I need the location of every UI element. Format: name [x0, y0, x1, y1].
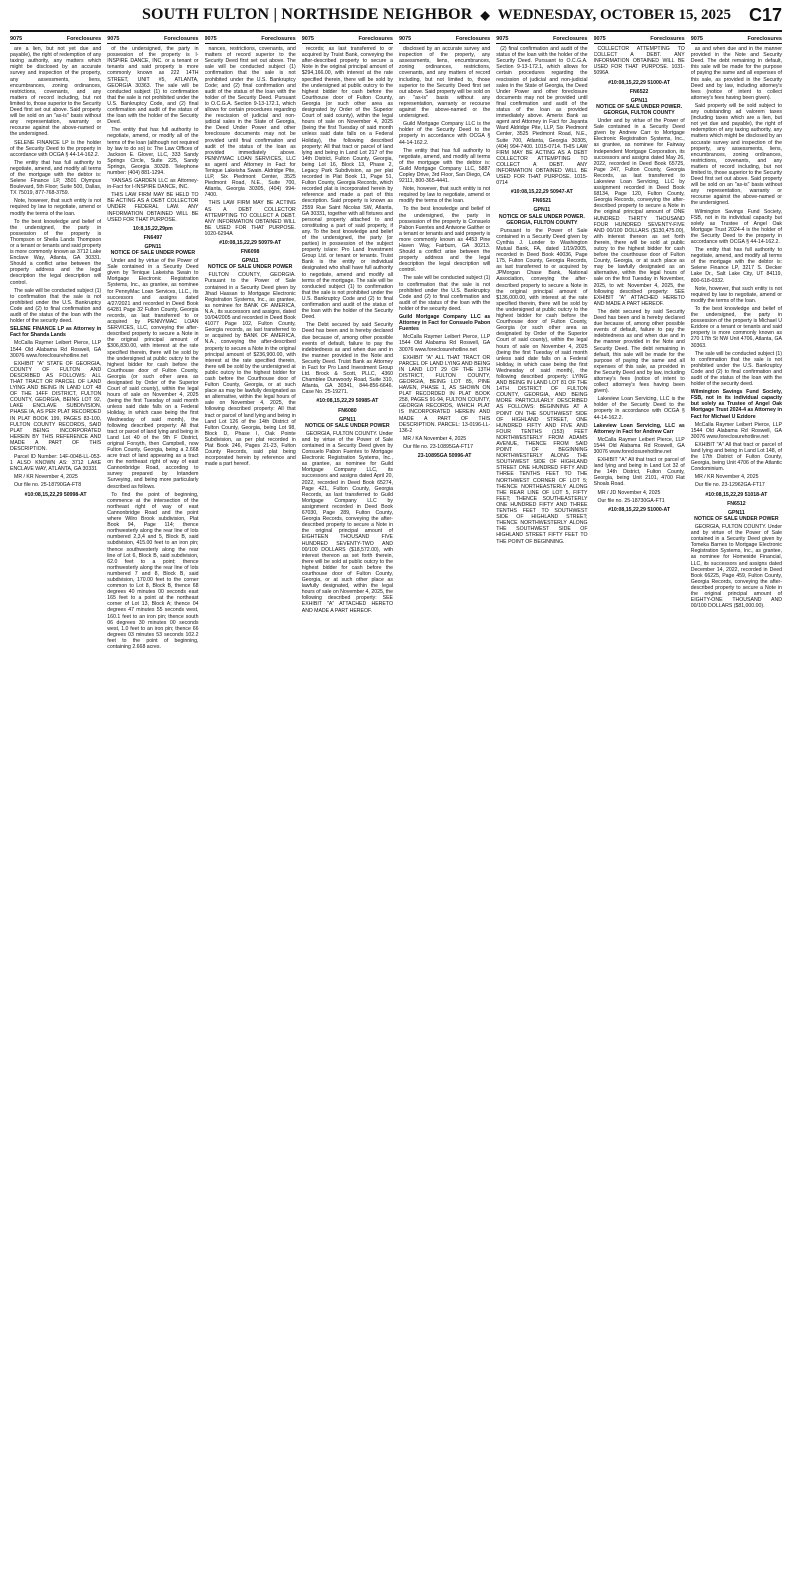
- column: [399, 36, 490, 1576]
- notice-detail: MR / KA November 4, 2025: [403, 435, 467, 442]
- notice-detail: McCalla Raymer Leibert Pierce, LLP 1544 Old Alabama Rd Roswell, GA 30076 www.foreclosurehotline.net: [399, 334, 491, 353]
- notice-fn: FN6098: [240, 249, 260, 256]
- notice-file-number: 23-10895GA 50996-AT: [417, 453, 472, 459]
- category-code: 9075: [107, 36, 120, 42]
- category-label: Foreclosures: [66, 36, 102, 42]
- notice-paragraph: GEORGIA, FULTON COUNTY. Under and by virtue of the Power of Sale contained in a Security Deed given by Tomeka Barnes to Mortgage Electronic Registration Systems, Inc., as grantee, as nominee for Homeside Financial, LLC, its successors and assigns dated December 14, 2022, recorded in Deed Book 66225, Page 459, Fulton County, Georgia Records, conveying the after-described property to secure a Note in the original principal amount of EIGHTY-ONE THOUSAND AND 00/100 DOLLARS ($81,000.00).: [690, 523, 782, 610]
- notice-paragraph: are a lien, but not yet due and payable), the right of redemption of any taxing authority, any matters which might be disclosed by an accurate survey and inspection of the property, any assessments, liens, encumbrances, zoning ordinances, restrictions, covenants, and any matters of record including, but not limited to, those superior to the Security Deed first set out above. Said property will be sold on an "as-is" basis without any representation, warranty or recourse against the above-named or the undersigned.: [10, 46, 102, 138]
- notice-paragraph: Note, however, that such entity is not required by law to negotiate, amend or modify the terms of the loan.: [399, 186, 491, 205]
- notice-paragraph: THIS LAW FIRM MAY BE ACTING AS A DEBT COLLECTOR ATTEMPTING TO COLLECT A DEBT. ANY INFORMATION OBTAINED WILL BE USED FOR THAT PURPOSE. 1020-6294A: [204, 200, 296, 237]
- notice-detail: MR / KR November 4, 2025: [694, 474, 759, 481]
- legal-notice: [691, 46, 782, 498]
- legal-notice: [496, 198, 587, 544]
- notice-paragraph: as and when due and in the manner provided in the Note and Security Deed. The debt remaining in default, this sale will be made for the purpose of paying the same and all expenses of this sale, as provided in the Security Deed and by law, including attorney's fees (notice of intent to collect attorney's fees having been given).: [690, 46, 782, 101]
- notice-file-number: #10:08,15,22,29 51000-AT: [608, 506, 671, 513]
- notice-file-number: #10:08,15,22,29 51018-AT: [705, 491, 768, 498]
- category-label: Foreclosures: [747, 36, 782, 42]
- notice-signature: Lakeview Loan Servicing, LLC as Attorney in Fact for Andrew Carr: [593, 422, 685, 435]
- notice-paragraph: Guild Mortgage Company LLC is the holder of the Security Deed to the property in accordance with OCGA § 44-14-162.2.: [399, 121, 491, 146]
- newspaper-name: SOUTH FULTON | NORTHSIDE NEIGHBOR: [141, 6, 473, 23]
- notice-paragraph: To the best knowledge and belief of the undersigned, the party in possession of the property is Michael U Ezidore or a tenant or tenants and said property is more commonly known as 270 17th St NW Unit 4706, Atlanta, GA 30363.: [690, 305, 782, 349]
- notice-paragraph: The entity that has full authority to negotiate, amend, and modify all terms of the mortgage with the debtor is: Selene Finance LP, 3501 Olympus Boulevard, 5th Floor; Suite 500, Dallas, TX 75019, 877-768-3759.: [10, 159, 102, 197]
- notice-gpn: GPN11: [241, 258, 259, 265]
- notice-paragraph: nances, restrictions, covenants, and matters of record superior to the Security Deed first set out above. The sale will be conducted subject (1) confirmation that the sale is not prohibited under the U.S. Bankruptcy Code; and (2) final confirmation and audit of the status of the loan with the holder of the Security Deed. Pursuant to O.C.G.A. Section 9-13-172.1, which allows for certain procedures regarding the rescission of judicial and non-judicial sales in the State of Georgia, the Deed Under Power and other foreclosure documents may not be provided until final confirmation and audit of the status of the loan as provided immediately above. PENNYMAC LOAN SERVICES, LLC as agent and Attorney in Fact for Tenique Lakeisha Swain. Aldridge Pite, LLP, Six Piedmont Center, 3525 Piedmont Road, N.E., Suite 700, Atlanta, Georgia 30305, (404) 994-7400.: [204, 46, 296, 199]
- notice-paragraph: COLLECTOR ATTEMPTING TO COLLECT A DEBT. ANY INFORMATION OBTAINED WILL BE USED FOR THAT PURPOSE. 1031-5096A: [593, 46, 685, 77]
- category-code: 9075: [301, 36, 314, 42]
- legal-notice: [205, 249, 296, 467]
- notice-fn: FN6522: [629, 88, 649, 95]
- legal-notice: [691, 501, 782, 610]
- column-header: [399, 36, 490, 44]
- issue-date: WEDNESDAY, OCTOBER 15, 2025: [497, 6, 731, 23]
- notice-paragraph: To the best knowledge and belief of the undersigned, the party in possession of the property is Thompson or Sheila Lands Thompson or a tenant or tenants and said property is more commonly known as 3712 Lake Enclave Way, Atlanta, GA 30331. Should a conflict arise between the property address and the legal description the legal description will control.: [10, 218, 102, 286]
- notice-title: NOTICE OF SALE UNDER POWER: [694, 515, 779, 522]
- notice-paragraph: SELENE FINANCE LP is the holder of the Security Deed to the property in accordance with OCGA § 44-14-162.2.: [10, 139, 102, 158]
- notice-paragraph: Lakeview Loan Servicing, LLC is the holder of the Security Deed to the property in accordance with OCGA § 44-14-162.2.: [593, 396, 685, 421]
- notice-fn: FN6512: [727, 500, 746, 507]
- legal-notice: [302, 46, 393, 404]
- category-code: 9075: [204, 36, 217, 42]
- notice-detail: Our file no. 23-12962GA-FT17: [694, 482, 765, 489]
- notice-detail: McCalla Raymer Leibert Pierce, LLP 1544 Old Alabama Rd Roswell, GA 30076 www.foreclosurehotline.net: [10, 340, 102, 359]
- legal-notice: [107, 235, 198, 650]
- column: [496, 36, 587, 1576]
- notice-detail: EXHIBIT "A" All that tract or parcel of land lying and being in Land Lot 148, of the 17th District of Fulton County, Georgia, being Unit 4706 of the Atlantic Condominium.: [690, 441, 782, 473]
- notice-gpn: GPN11: [630, 97, 648, 104]
- notice-paragraph: The entity that has full authority to negotiate, amend, or modify all of the terms of the loan (although not required by law to do so) is: The Law Offices of Jackson E. Glover, LLC, 333 Sandy Springs Circle, Suite 225, Sandy Springs, Georgia 30328. Telephone number: (404) 881-1294.: [107, 127, 199, 176]
- notice-detail: EXHIBIT "A" STATE OF GEORGIA, COUNTY OF FULTON AND DESCRIBED AS FOLLOWS: ALL THAT TRACT OR PARCEL OF LAND LYING AND BEING IN LAND LOT 48 OF THE 14FF DISTRICT, FULTON COUNTY, GEORGIA, BEING LOT 92, LAKE ENCLAVE SUBDIVISION, PHASE IA, AS PER PLAT RECORDED IN PLAT BOOK 199, PAGES 83-100, FULTON COUNTY RECORDS, SAID PLAT BEING INCORPORATED HEREIN BY THIS REFERENCE AND MADE A PART OF THIS DESCRIPTION.: [10, 360, 102, 452]
- notice-paragraph: The entity that has full authority to negotiate, amend, and modify all terms of the mortgage with the debtor is: Selene Finance LP, 3217 S. Decker Lake Dr., Salt Lake City, UT 84119, 800-618-0332.: [690, 247, 782, 284]
- category-code: 9075: [593, 36, 606, 42]
- column: [691, 36, 782, 1576]
- notice-gpn: GPN11: [144, 243, 162, 250]
- notice-title: NOTICE OF SALE UNDER POWER. GEORGIA, FULTON COUNTY: [498, 213, 585, 226]
- notice-paragraph: Under and by virtue of the Power of Sale contained in a Security Deed given by Andrew Carr to Mortgage Electronic Registration Systems, Inc., as grantee, as nominee for Fairway Independent Mortgage Corporation, its successors and assigns dated May 26, 2022, recorded in Deed Book 65725, Page 247, Fulton County, Georgia Records, as last transferred to Lakeview Loan Servicing, LLC by assignment recorded in Deed Book 68134, Page 120, Fulton County, Georgia Records, conveying the after-described property to secure a Note in the original principal amount of ONE HUNDRED THIRTY THOUSAND FOUR HUNDRED SEVENTY-FIVE AND 00/100 DOLLARS ($130,475.00), with interest thereon as set forth therein, there will be sold at public outcry to the highest bidder for cash before the courthouse door of Fulton County, Georgia, or at such place as may be lawfully designated as an alternative, within the legal hours of sale on the first Tuesday in November, 2025, to wit: November 4, 2025, the following described property: SEE EXHIBIT "A" ATTACHED HERETO AND MADE A PART HEREOF.: [593, 118, 685, 307]
- column: [302, 36, 393, 1576]
- notice-detail: McCalla Raymer Leibert Pierce, LLP 1544 Old Alabama Rd Roswell, GA 30076 www.foreclosurehotline.net: [593, 436, 685, 455]
- notice-file-number: #10:08,15,22,29 50998-AT: [24, 491, 87, 498]
- notice-paragraph: To the best knowledge and belief of the undersigned, the party in possession of the property is Consuelo Pabon Fuentes and Antwone Gaither or a tenant or tenants and said property is more commonly known as 4453 Pine Haven Way, Fairburn, GA 30213. Should a conflict arise between the property address and the legal description the legal description will control.: [399, 206, 491, 274]
- notice-signature: Wilmington Savings Fund Society, FSB, not in its individual capacity but solely as Trustee of Angel Oak Mortgage Trust 2024-4 as Attorney in Fact for Michael U Ezidore: [690, 389, 782, 420]
- notice-paragraph: FULTON COUNTY, GEORGIA. Pursuant to the Power of Sale contained in a Security Deed given by Jihad Hassan to Mortgage Electronic Registration Systems, Inc., as grantee, as nominee for BANK OF AMERICA, N.A., its successors and assigns, dated 10/04/2005 and recorded in Deed Book 41077 Page 102, Fulton County, Georgia records, as last transferred to or acquired by BANK OF AMERICA, N.A., conveying the after-described property to secure a Note in the original principal amount of $236,900.00, with interest at the rate specified therein, there will be sold by the undersigned at public outcry to the highest bidder for cash before the Courthouse door of Fulton County, Georgia, or at such place as may be lawfully designated as an alternative, within the legal hours of sale on November 4, 2025, the following described property: All that tract or parcel of land lying and being in Land Lot 126 of the 14th District of Fulton County, Georgia, being Lot 98, Block D, Phase I, Oak Pointe Subdivision, as per plat recorded in Plat Book 246, Pages 21-23, Fulton County Records, said plat being incorporated herein by reference and made a part hereof.: [204, 272, 296, 468]
- category-code: 9075: [399, 36, 412, 42]
- notice-gpn: GPN11: [339, 416, 356, 423]
- notice-file-number: #10:08,15,22,29 50985-AT: [316, 398, 379, 405]
- separator-bullet: ◆: [480, 8, 490, 22]
- category-label: Foreclosures: [455, 36, 491, 42]
- legal-notice: [594, 89, 685, 513]
- notice-fn: FN6497: [143, 234, 163, 241]
- category-label: Foreclosures: [261, 36, 296, 42]
- notice-file-number: #10:08,15,22,29 50979-AT: [219, 240, 282, 246]
- notice-paragraph: records; as last transferred to or acquired by Truist Bank, conveying the after-described property to secure a Note in the original principal amount of $294,166.00, with interest at the rate specified therein, there will be sold by the undersigned at public outcry to the highest bidder for cash before the Courthouse door of Fulton County, Georgia (or such other area as designated by Order of the Superior Court of said county), within the legal hours of sale on November 4, 2025 (being the first Tuesday of said month unless said date falls on a Federal Holiday), the following described property: All that tract or parcel of land lying and being in Land Lot 217 of the 14th District, Fulton County, Georgia, being Lot 16, Block 13, Phase 2, Legacy Park Subdivision, as per plat recorded in Plat Book 11, Page 51, Fulton County, Georgia Records, which recorded plat is incorporated herein by reference and made a part of this description. Said property is known as 2559 Rue Saint Nicolas SW, Atlanta, GA 30331, together with all fixtures and personal property attached to and constituting a part of said property, if any. To the best knowledge and belief of the undersigned, the party (or parties) in possession of the subject property is/are: Pro Land Investment Group Ltd. or tenant or tenants. Truist Bank is the entity or individual designated who shall have full authority to negotiate, amend and modify all terms of the mortgage. The sale will be conducted subject (1) to confirmation that the sale is not prohibited under the U.S. Bankruptcy Code and (2) to final confirmation and audit of the status of the loan with the holder of the Security Deed.: [301, 46, 393, 321]
- notice-paragraph: The sale will be conducted subject (1) to confirmation that the sale is not prohibited under the U.S. Bankruptcy Code and (2) to final confirmation and audit of the status of the loan with the holder of the security deed.: [690, 350, 782, 388]
- notice-paragraph: The sale will be conducted subject (1) to confirmation that the sale is not prohibited under the U.S. Bankruptcy Code and (2) to final confirmation and audit of the status of the loan with the holder of the security deed.: [399, 275, 491, 312]
- notice-file-number: #10:08,15,22,29 51000-AT: [608, 79, 671, 86]
- notice-detail: Our file no. 23-10895GA-FT17: [403, 443, 474, 450]
- notice-fn: FN6521: [532, 198, 552, 205]
- notice-detail: EXHIBIT "A" ALL THAT TRACT OR PARCEL OF LAND LYING AND BEING IN LAND LOT 29 OF THE 13TH DISTRICT, FULTON COUNTY, GEORGIA, BEING LOT 85, PINE HAVEN, PHASE 1, AS SHOWN ON PLAT RECORDED IN PLAT BOOK 258, PAGES 91-94, FULTON COUNTY, GEORGIA RECORDS, WHICH PLAT IS INCORPORATED HEREIN AND MADE A PART OF THIS DESCRIPTION. PARCEL: 13-0196-LL-136-2: [399, 354, 491, 434]
- notice-gpn: GPN11: [728, 509, 745, 516]
- notice-gpn: GPN11: [533, 207, 551, 214]
- notice-paragraph: Note, however, that such entity is not required by law to negotiate, amend or modify the terms of the loan.: [10, 198, 102, 217]
- category-code: 9075: [690, 36, 703, 42]
- notice-detail: McCalla Raymer Leibert Pierce, LLP 1544 Old Alabama Rd Roswell, GA 30076 www.foreclosurehotline.net: [690, 421, 782, 440]
- category-code: 9075: [10, 36, 23, 42]
- column-header: [10, 36, 101, 44]
- legal-notice: [10, 46, 101, 498]
- column-header: [594, 36, 685, 44]
- column: [107, 36, 198, 1576]
- category-label: Foreclosures: [163, 36, 199, 42]
- notice-paragraph: of the undersigned, the party in possession of the property is I-INSPIRE DANCE, INC. or a tenant or tenants and said property is more commonly known as 222 14TH STREET, UNIT #5, ATLANTA, GEORGIA 30363. The sale will be conducted subject (1) to confirmation that the sale is not prohibited under the U.S. Bankruptcy Code, and (2) final confirmation and audit of the status of the loan with the holder of the Security Deed.: [107, 46, 199, 126]
- column-header: [107, 36, 198, 44]
- notice-detail: Our file no. 25-18790GA-FT8: [14, 482, 82, 489]
- notice-paragraph: Under and by virtue of the Power of Sale contained in a Security Deed given by Tenique Lakeisha Swain to Mortgage Electronic Registration Systems, Inc., as grantee, as nominee for PennyMac Loan Services, LLC., its successors and assigns dated 4/27/2021 and recorded in Deed Book 64281 Page 32 Fulton County, Georgia records, as last transferred to or acquired by PENNYMAC LOAN SERVICES, LLC, conveying the after-described property to secure a Note in the original principal amount of $306,830.00, with interest at the rate specified therein, there will be sold by the undersigned at public outcry to the highest bidder for cash before the Courthouse door of Fulton County, Georgia (or such other area as designated by Order of the Superior Court of said county), within the legal hours of sale on November 4, 2025 (being the first Tuesday of said month unless said date falls on a Federal Holiday, in which case being the first Wednesday of said month), the following described property: All that tract or parcel of land lying and being in Land Lot 40 of the 9th F District, original Forsyth, then Campbell, now Fulton County, Georgia, being a 2.668 acre tract of land appearing as a tract on the northeast right of way of east Cannonbridge Road, according to survey prepared by Intandem Surveying, and being more particularly described as follows.: [107, 258, 199, 490]
- notice-paragraph: Note, however, that such entity is not required by law to negotiate, amend or modify the terms of the loan.: [690, 285, 782, 304]
- notice-paragraph: THIS LAW FIRM MAY BE HELD TO BE ACTING AS A DEBT COLLECTOR UNDER FEDERAL LAW. ANY INFORMATION OBTAINED WILL BE USED FOR THAT PURPOSE.: [107, 192, 199, 223]
- notice-title: NOTICE OF SALE UNDER POWER: [110, 250, 196, 256]
- column-header: [496, 36, 587, 44]
- notice-paragraph: The entity that has full authority to negotiate, amend, and modify all terms of the mortgage with the debtor is: Guild Mortgage Company LLC, 5887 Copley Drive, 3rd Floor, San Diego, CA 92111, 800-365-4441.: [399, 147, 491, 185]
- notice-paragraph: To find the point of beginning, commence at the intersection of the northeast right of way of east Cannonbridge Road and the point where Wilro Brook subdivision, Plat Book 94, Page 114; thence northwesterly along the rear line of lots numbered 2,3,4 and 5, Block B, said subdivision, 415.00 feet to an iron pin; thence southwesterly along the rear line of Lot 6, Block B, said subdivision, 62.0 feet to a point; thence northwesterly along the rear line of lots numbered 7 and 8, Block B, said subdivision, 170.00 feet to the corner common to Lot 8, Block B, thence 68 degrees 40 minutes 00 seconds east 165 feet to a point at the northeast corner of Lot 13, Block A; thence 04 degrees 47 minutes 55 seconds west, 160.1 feet to an iron pin; thence south 06 degrees 30 minutes 00 seconds west, 1.0 feet to an iron pin; thence 66 degrees 03 minutes 53 seconds 102.2 feet to the point of beginning, containing 2.668 acres.: [107, 491, 199, 650]
- column: [10, 36, 101, 1576]
- notice-paragraph: GEORGIA, FULTON COUNTY. Under and by virtue of the Power of Sale contained in a Security Deed given by Consuelo Pabon Fuentes to Mortgage Electronic Registration Systems, Inc., as grantee, as nominee for Guild Mortgage Company LLC, its successors and assigns dated April 20, 2022, recorded in Deed Book 65274, Page 421, Fulton County, Georgia Records, as last transferred to Guild Mortgage Company LLC by assignment recorded in Deed Book 67030, Page 289, Fulton County, Georgia Records, conveying the after-described property to secure a Note in the original principal amount of EIGHTEEN THOUSAND FIVE HUNDRED SEVENTY-TWO AND 00/100 DOLLARS ($18,572.00), with interest thereon as set forth therein, there will be sold at public outcry to the highest bidder for cash before the courthouse door of Fulton County, Georgia, or at such other place as lawfully designated, within the legal hours of sale on November 4, 2025, the following described property: SEE EXHIBIT "A" ATTACHED HERETO AND MADE A PART HEREOF.: [301, 430, 393, 614]
- column-header: [205, 36, 296, 44]
- notice-title: NOTICE OF SALE UNDER POWER. GEORGIA, FULTON COUNTY: [596, 103, 683, 116]
- notice-paragraph: YANSAS GARDEN LLC as Attorney-in-Fact for I-INSPIRE DANCE, INC.: [107, 178, 199, 191]
- notice-file-number: 10:8,15,22,29pm: [132, 225, 173, 232]
- category-label: Foreclosures: [650, 36, 685, 42]
- notice-file-number: #10:08,15,22,29 50947-AT: [510, 189, 573, 196]
- masthead: [10, 0, 782, 32]
- legal-notice: [496, 46, 587, 195]
- category-label: Foreclosures: [358, 36, 393, 42]
- column-header: [302, 36, 393, 44]
- category-code: 9075: [496, 36, 509, 42]
- notice-paragraph: Said property will be sold subject to any outstanding ad valorem taxes (including taxes which are a lien, but not yet due and payable), the right of redemption of any taxing authority, any matters which might be disclosed by an accurate survey and inspection of the property, any assessments, liens, encumbrances, zoning ordinances, restrictions, covenants, and any matters of record including, but not limited to, those superior to the Security Deed first set out above. Said property will be sold on an "as-is" basis without any representation, warranty or recourse against the above-named or the undersigned.: [690, 102, 782, 207]
- legal-notices-columns: [10, 36, 782, 1576]
- legal-notice: [594, 46, 685, 86]
- category-label: Foreclosures: [552, 36, 588, 42]
- notice-paragraph: The sale will be conducted subject (1) to confirmation that the sale is not prohibited under the U.S. Bankruptcy Code and (2) to final confirmation and audit of the status of the loan with the holder of the security deed.: [10, 287, 102, 325]
- notice-signature: SELENE FINANCE LP as Attorney in Fact for Shanda Lands: [10, 326, 102, 339]
- notice-detail: MR / JD November 4, 2025: [597, 489, 661, 496]
- notice-paragraph: The debt secured by said Security Deed has been and is hereby declared due because of, among other possible events of default, failure to pay the indebtedness as and when due and in the manner provided in the Note and Security Deed. The debt remaining in default, this sale will be made for the purpose of paying the same and all expenses of this sale, as provided in the Security Deed and by law, including attorney's fees (notice of intent to collect attorney's fees having been given).: [593, 308, 685, 395]
- notice-detail: Parcel ID Number: 14F-0048-LL-053-1 ALSO KNOWN AS: 3712 LAKE ENCLAVE WAY, ATLANTA, GA 30331: [10, 454, 102, 473]
- page-number: C17: [748, 4, 782, 25]
- legal-notice: [399, 46, 490, 459]
- column: [205, 36, 296, 1576]
- notice-paragraph: The Debt secured by said Security Deed has been and is hereby declared due because of, among other possible events of default, failure to pay the indebtedness as and when due and in the manner provided in the Note and Security Deed. Truist Bank as Attorney in Fact for Pro Land Investment Group Ltd. Brock & Scott, PLLC, 4360 Chamblee Dunwoody Road, Suite 310, Atlanta, GA 30341, 844-856-6646. Case No. 25-19271.: [301, 322, 393, 396]
- notice-detail: EXHIBIT "A" All that tract or parcel of land lying and being in Land Lot 32 of the 14th District, Fulton County, Georgia, being Unit 2101, 4700 Flat Shoals Road.: [593, 457, 685, 488]
- notice-paragraph: disclosed by an accurate survey and inspection of the property, any assessments, liens, encumbrances, zoning ordinances, restrictions, covenants, and any matters of record including, but not limited to, those superior to the Security Deed first set out above. Said property will be sold on an "as-is" basis without any representation, warranty or recourse against the above-named or the undersigned.: [399, 46, 491, 120]
- notice-detail: MR / KR November 4, 2025: [14, 474, 78, 481]
- column-header: [691, 36, 782, 44]
- notice-signature: Guild Mortgage Company LLC as Attorney in Fact for Consuelo Pabon Fuentes: [399, 314, 491, 333]
- notice-paragraph: Wilmington Savings Fund Society, FSB, not in its individual capacity but solely as Trustee of Angel Oak Mortgage Trust 2024-4 is the holder of the Security Deed to the property in accordance with OCGA § 44-14-162.2.: [690, 208, 782, 245]
- notice-title: NOTICE OF SALE UNDER POWER: [207, 264, 293, 271]
- legal-notice: [302, 408, 393, 614]
- legal-notice: [107, 46, 198, 232]
- legal-notice: [205, 46, 296, 246]
- notice-paragraph: Pursuant to the Power of Sale contained in a Security Deed given by Cynthia J. Lunder to Washington Mutual Bank, FA, dated 1/19/2005, recorded in Deed Book 40036, Page 175, Fulton County, Georgia Records, as last transferred to or acquired by JPMorgan Chase Bank, National Association, conveying the after-described property to secure a Note in the original principal amount of $136,000.00, with interest at the rate specified therein, there will be sold by the undersigned at public outcry to the highest bidder for cash before the Courthouse door of Fulton County, Georgia (or such other area as designated by Order of the Superior Court of said county), within the legal hours of sale on November 4, 2025 (being the first Tuesday of said month unless said date falls on a Federal Holiday, in which case being the first Wednesday of said month), the following described property: LYING AND BEING IN LAND LOT 81 OF THE 14TH DISTRICT OF FULTON COUNTY, GEORGIA, AND BEING MORE PARTICULARLY DESCRIBED AS FOLLOWS: BEGINNING AT A POINT ON THE SOUTHWEST SIDE OF HIGHLAND STREET, ONE HUNDRED FIFTY AND FIVE AND FOUR TENTHS (153) FEET NORTHWESTERLY FROM ADAMS AVENUE, THENCE FROM SAID POINT OF BEGINNING NORTHWESTERLY ALONG THE SOUTHWEST SIDE OF HIGHLAND STREET ONE HUNDRED FIFTY AND THREE TENTHS FEET TO THE NORTHWEST CORNER OF LOT 5; THENCE NORTHEASTERLY ALONG THE REAR LINE OF LOT 5, FIFTY FEET; THENCE SOUTHEASTERLY ONE HUNDRED FIFTY AND THREE TENTHS FEET TO SOUTHWEST SIDE OF HIGHLAND STREET; THENCE NORTHWESTERLY ALONG THE SOUTHWEST SIDE OF HIGHLAND STREET FIFTY FEET TO THE POINT OF BEGINNING.: [496, 227, 588, 545]
- notice-fn: FN6080: [338, 407, 357, 414]
- notice-title: NOTICE OF SALE UNDER POWER: [305, 422, 390, 429]
- column: [594, 36, 685, 1576]
- notice-detail: Our file no. 25-18730GA-FT1: [597, 497, 665, 504]
- notice-paragraph: (2) final confirmation and audit of the status of the loan with the holder of the Security Deed. Pursuant to O.C.G.A. Section 9-13-172.1, which allows for certain procedures regarding the rescission of judicial and non-judicial sales in the State of Georgia, the Deed Under Power and other foreclosure documents may not be provided until final confirmation and audit of the status of the loan as provided immediately above. Ameris Bank as agent and Attorney in Fact for Jayanta Ward Aldridge Pite, LLP, Six Piedmont Center, 3525 Piedmont Road, N.E., Suite 700, Atlanta, Georgia 30305, (404) 994-7400. 1015-0714. THIS LAW FIRM MAY BE ACTING AS A DEBT COLLECTOR ATTEMPTING TO COLLECT A DEBT. ANY INFORMATION OBTAINED WILL BE USED FOR THAT PURPOSE. 1015-0714: [496, 46, 588, 187]
